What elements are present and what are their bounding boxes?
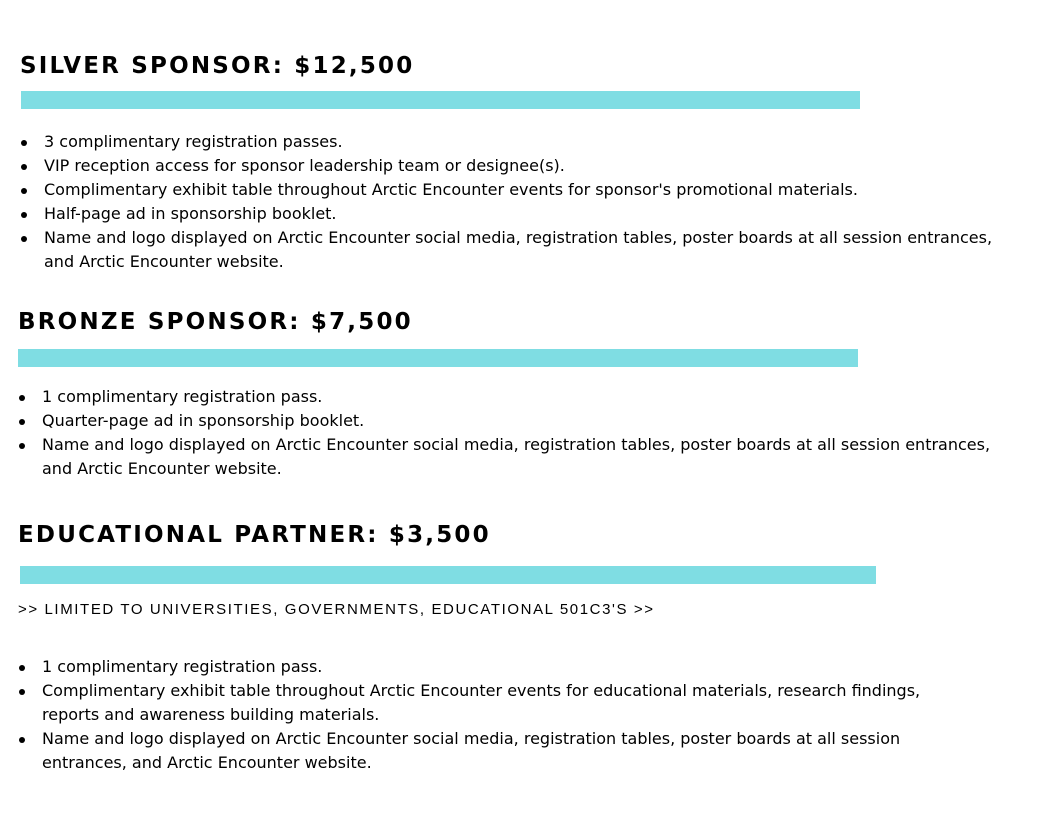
bullet-icon <box>21 236 27 242</box>
bullet-icon <box>21 140 27 146</box>
benefit-text: Complimentary exhibit table throughout Arctic Encounter events for sponsor's promotional materials. <box>44 180 858 199</box>
list-item <box>18 655 948 679</box>
benefit-text: Complimentary exhibit table throughout Arctic Encounter events for educational materials, research findings, reports and awareness building materials. <box>42 681 921 724</box>
list-item <box>18 727 948 775</box>
list-item <box>18 433 1018 481</box>
benefit-text: Half-page ad in sponsorship booklet. <box>44 204 337 223</box>
silver-benefit-list <box>20 130 1020 274</box>
bullet-icon <box>19 689 25 695</box>
benefit-text: 1 complimentary registration pass. <box>42 657 323 676</box>
educational-accent-bar <box>20 566 876 584</box>
bullet-icon <box>21 188 27 194</box>
benefit-text: VIP reception access for sponsor leadership team or designee(s). <box>44 156 565 175</box>
eligibility-note: >> LIMITED TO UNIVERSITIES, GOVERNMENTS, EDUCATIONAL 501C3'S >> <box>18 601 655 618</box>
list-item <box>18 679 948 727</box>
list-item <box>20 226 1020 274</box>
educational-partner-heading: EDUCATIONAL PARTNER: $3,500 <box>18 522 491 548</box>
educational-benefit-list <box>18 655 948 775</box>
silver-sponsor-heading: SILVER SPONSOR: $12,500 <box>20 53 415 79</box>
benefit-text: Quarter-page ad in sponsorship booklet. <box>42 411 365 430</box>
benefit-text: 3 complimentary registration passes. <box>44 132 343 151</box>
bullet-icon <box>19 665 25 671</box>
list-item <box>20 130 1020 154</box>
benefit-text: Name and logo displayed on Arctic Encounter social media, registration tables, poster boards at all session entrances, and Arctic Encounter website. <box>44 228 993 271</box>
benefit-text: Name and logo displayed on Arctic Encounter social media, registration tables, poster boards at all session entrances, and Arctic Encounter website. <box>42 729 901 772</box>
benefit-text: 1 complimentary registration pass. <box>42 387 323 406</box>
silver-accent-bar <box>21 91 860 109</box>
bronze-benefit-list <box>18 385 1018 481</box>
bronze-sponsor-heading: BRONZE SPONSOR: $7,500 <box>18 309 413 335</box>
benefit-text: Name and logo displayed on Arctic Encounter social media, registration tables, poster boards at all session entrances, and Arctic Encounter website. <box>42 435 991 478</box>
bullet-icon <box>21 164 27 170</box>
list-item <box>20 178 1020 202</box>
list-item <box>20 154 1020 178</box>
bullet-icon <box>19 419 25 425</box>
bullet-icon <box>21 212 27 218</box>
list-item <box>18 409 1018 433</box>
bullet-icon <box>19 737 25 743</box>
list-item <box>18 385 1018 409</box>
bronze-accent-bar <box>18 349 858 367</box>
bullet-icon <box>19 395 25 401</box>
list-item <box>20 202 1020 226</box>
bullet-icon <box>19 443 25 449</box>
